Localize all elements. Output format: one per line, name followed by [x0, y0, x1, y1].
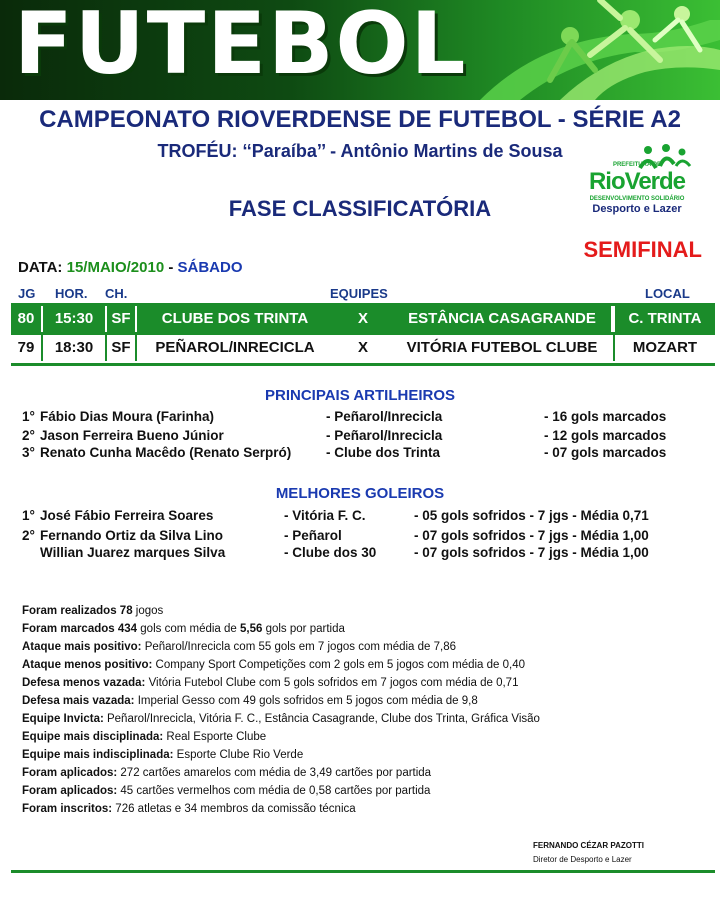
keeper-team: - Peñarol	[284, 528, 342, 543]
scorer-name: Renato Cunha Macêdo (Renato Serpró)	[40, 445, 292, 460]
signature-role: Diretor de Desporto e Lazer	[533, 855, 632, 864]
stat-line	[22, 803, 356, 815]
stat-line	[22, 749, 303, 761]
scorer-team: - Peñarol/Inrecicla	[326, 428, 443, 443]
cell-vs: X	[333, 335, 393, 361]
cell-jg: 79	[11, 335, 41, 361]
stat-label: Defesa menos vazada:	[22, 677, 146, 689]
scorer-name: Jason Ferreira Bueno Júnior	[40, 428, 224, 443]
signature-name: FERNANDO CÉZAR PAZOTTI	[533, 841, 644, 850]
table-row	[11, 335, 715, 361]
cell-hor: 18:30	[43, 335, 105, 361]
date-value: 15/MAIO/2010	[66, 259, 165, 276]
stat-text: 45 cartões vermelhos com média de 0,58 cartões por partida	[117, 785, 431, 797]
stat-line	[22, 713, 540, 725]
scorer-name: Fábio Dias Moura (Farinha)	[40, 409, 215, 424]
stat-line	[22, 659, 525, 671]
stat-text: Peñarol/Inrecicla, Vitória F. C., Estância Casagrande, Clube dos Trinta, Gráfica Visão	[103, 713, 540, 725]
stat-label: Equipe mais disciplinada:	[22, 731, 164, 743]
trophy-subtitle: TROFÉU: ‘‘Paraíba’’ - Antônio Martins de Sousa	[157, 141, 563, 161]
keeper-team: - Clube dos 30	[284, 545, 377, 560]
cell-divider	[135, 335, 137, 361]
header-local: LOCAL	[645, 286, 690, 301]
cell-away: VITÓRIA FUTEBOL CLUBE	[393, 335, 611, 361]
keeper-name: Willian Juarez marques Silva	[40, 545, 226, 560]
scorer-goals: - 16 gols marcados	[544, 409, 667, 424]
stat-label: Foram aplicados:	[22, 785, 118, 797]
stat-text: 726 atletas e 34 membros da comissão técnica	[112, 803, 356, 815]
stat-label: Defesa mais vazada:	[22, 695, 135, 707]
stat-text: Esporte Clube Rio Verde	[173, 749, 304, 761]
stat-text: Imperial Gesso com 49 gols sofridos em 5 jogos com média de 9,8	[134, 695, 478, 707]
cell-divider	[41, 335, 43, 361]
stat-label: Equipe mais indisciplinada:	[22, 749, 174, 761]
phase-title: FASE CLASSIFICATÓRIA	[228, 196, 492, 221]
banner-title: FUTEBOL	[14, 0, 468, 94]
date-label: DATA:	[18, 259, 63, 276]
stat-text: 272 cartões amarelos com média de 3,49 cartões por partida	[117, 767, 432, 779]
keeper-rank: 1°	[22, 508, 35, 523]
header-banner	[0, 0, 720, 100]
stat-line	[22, 623, 345, 635]
keeper-stats: - 07 gols sofridos - 7 jgs - Média 1,00	[414, 545, 649, 560]
stat-label: Equipe Invicta:	[22, 713, 104, 725]
stat-text: Company Sport Competições com 2 gols em 5 jogos com média de 0,40	[152, 659, 526, 671]
bottom-line	[11, 870, 715, 873]
keeper-name: Fernando Ortiz da Silva Lino	[40, 528, 224, 543]
date-weekday: SÁBADO	[177, 259, 243, 276]
stat-text: gols com média de	[137, 623, 240, 635]
scorer-rank: 2°	[22, 428, 35, 443]
cell-divider	[41, 306, 43, 332]
stat-line	[22, 785, 430, 797]
stat-line	[22, 641, 456, 653]
cell-divider	[135, 306, 137, 332]
cell-ch: SF	[107, 306, 135, 332]
header-ch: CH.	[105, 286, 128, 301]
stat-text: Peñarol/Inrecicla com 55 gols em 7 jogos com média de 7,86	[141, 641, 456, 653]
stat-text: Real Esporte Clube	[163, 731, 267, 743]
keeper-stats: - 05 gols sofridos - 7 jgs - Média 0,71	[414, 508, 649, 523]
stat-text: jogos	[132, 605, 164, 617]
cell-divider	[105, 335, 107, 361]
stat-line	[22, 605, 163, 617]
header-jg: JG	[18, 286, 36, 301]
stat-label: Foram marcados	[22, 623, 115, 635]
stat-label: Foram aplicados:	[22, 767, 118, 779]
stat-line	[22, 767, 431, 779]
cell-divider	[105, 306, 107, 332]
header-equipes: EQUIPES	[330, 286, 388, 301]
table-bottom-line	[11, 363, 715, 366]
scorer-team: - Peñarol/Inrecicla	[326, 409, 443, 424]
cell-jg: 80	[11, 306, 41, 332]
cell-home: CLUBE DOS TRINTA	[137, 306, 333, 332]
stat-line	[22, 695, 478, 707]
logo-prefeitura: PREFEITURA DE	[612, 162, 662, 168]
keeper-name: José Fábio Ferreira Soares	[40, 508, 214, 523]
match-date	[18, 259, 243, 276]
scorer-goals: - 12 gols marcados	[544, 428, 667, 443]
keeper-rank: 2°	[22, 528, 35, 543]
logo-name: RioVerde	[588, 168, 686, 195]
cell-divider	[613, 306, 615, 332]
stat-value: 78	[119, 605, 133, 617]
header-hor: HOR.	[55, 286, 88, 301]
keeper-stats: - 07 gols sofridos - 7 jgs - Média 1,00	[414, 528, 649, 543]
scorers-title: PRINCIPAIS ARTILHEIROS	[264, 387, 455, 404]
stat-label: Foram inscritos:	[22, 803, 113, 815]
logo-subtitle: DESENVOLVIMENTO SOLIDÁRIO	[589, 196, 685, 202]
stat-text: gols por partida	[262, 623, 345, 635]
cell-away: ESTÂNCIA CASAGRANDE	[393, 306, 611, 332]
soccer-players-icon	[420, 0, 720, 100]
stat-value: 5,56	[240, 623, 263, 635]
stat-label: Ataque mais positivo:	[22, 641, 142, 653]
cell-ch: SF	[107, 335, 135, 361]
cell-divider	[613, 335, 615, 361]
page-title: CAMPEONATO RIOVERDENSE DE FUTEBOL - SÉRIE A2	[39, 106, 681, 133]
goalkeepers-title: MELHORES GOLEIROS	[275, 485, 445, 502]
scorer-goals: - 07 gols marcados	[544, 445, 667, 460]
logo-tag: Desporto e Lazer	[592, 203, 682, 215]
stat-text: Vitória Futebol Clube com 5 gols sofridos em 7 jogos com média de 0,71	[145, 677, 519, 689]
stat-value: 434	[117, 623, 138, 635]
stat-line	[22, 731, 266, 743]
cell-hor: 15:30	[43, 306, 105, 332]
stat-label: Foram realizados	[22, 605, 117, 617]
stage-label: SEMIFINAL	[583, 237, 702, 262]
date-dash: -	[168, 259, 174, 276]
cell-local: C. TRINTA	[615, 306, 715, 332]
cell-local: MOZART	[615, 335, 715, 361]
stat-line	[22, 677, 518, 689]
cell-vs: X	[333, 306, 393, 332]
keeper-team: - Vitória F. C.	[284, 508, 366, 523]
scorer-rank: 1°	[22, 409, 35, 424]
cell-home: PEÑAROL/INRECICLA	[137, 335, 333, 361]
scorer-rank: 3°	[22, 445, 35, 460]
scorer-team: - Clube dos Trinta	[326, 445, 441, 460]
table-row	[11, 306, 715, 332]
stat-label: Ataque menos positivo:	[22, 659, 153, 671]
